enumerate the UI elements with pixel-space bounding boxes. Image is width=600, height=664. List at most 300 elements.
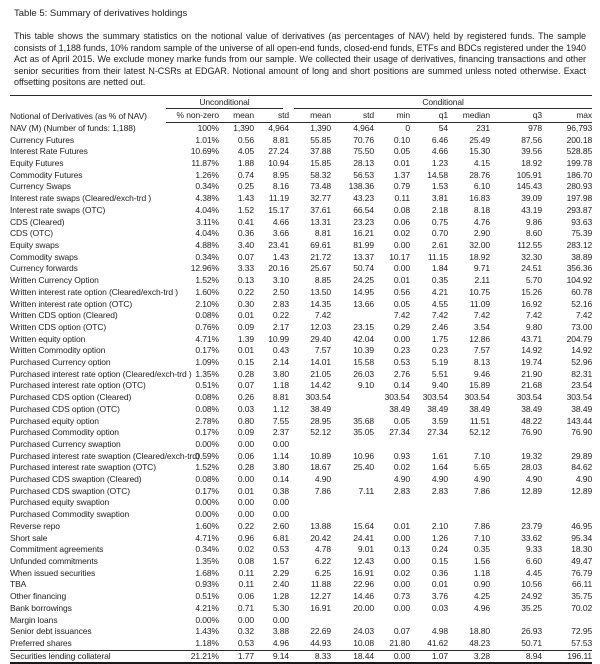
cell-value: 0.53	[393, 357, 411, 368]
cell-value: 14.95	[353, 286, 375, 297]
row-label: Purchased equity swaption	[10, 497, 110, 508]
table-row	[10, 310, 592, 322]
table-row	[10, 615, 592, 627]
cell-value: 4.90	[431, 474, 449, 485]
cell-value: 104.92	[566, 275, 593, 286]
table-row	[10, 486, 592, 498]
table-row	[10, 170, 592, 182]
row-label: Purchased Commodity option	[10, 427, 119, 438]
cell-value: 5.19	[431, 357, 449, 368]
cell-value: 7.10	[473, 450, 491, 461]
table-row	[10, 299, 592, 311]
cell-value: 100%	[197, 122, 219, 133]
table-row	[10, 275, 592, 287]
cell-value: 0.14	[393, 380, 411, 391]
cell-value: 0.00	[393, 532, 411, 543]
cell-value: 1,390	[310, 122, 332, 133]
cell-value: 50.71	[521, 637, 543, 648]
cell-value: 0.01	[237, 310, 254, 321]
cell-value: 20.42	[310, 532, 332, 543]
cell-value: 73.48	[310, 181, 332, 192]
cell-value: 10.75	[469, 286, 491, 297]
cell-value: 0.38	[272, 485, 290, 496]
cell-value: 0.76%	[195, 321, 219, 332]
cell-value: 143.44	[566, 415, 593, 426]
cell-value: 7.57	[473, 345, 491, 356]
cell-value	[331, 509, 374, 521]
cell-value: 199.78	[566, 158, 593, 169]
cell-value: 2.60	[272, 520, 290, 531]
cell-value: 1.14	[272, 450, 290, 461]
cell-value: 2.50	[272, 286, 290, 297]
table-row	[10, 357, 592, 369]
cell-value: 303.54	[305, 392, 332, 403]
cell-value: 15.17	[268, 204, 290, 215]
cell-value: 0.00	[237, 438, 254, 449]
cell-value: 60.78	[571, 286, 593, 297]
row-label: Commitment agreements	[10, 544, 104, 555]
table-row	[10, 287, 592, 299]
cell-value: 0.07	[237, 251, 254, 262]
cell-value: 0.59%	[195, 450, 219, 461]
cell-value: 0.00	[374, 650, 410, 663]
cell-value: 0.08%	[195, 474, 219, 485]
table-row	[10, 158, 592, 170]
cell-value: 13.88	[310, 520, 332, 531]
cell-value: 24.92	[521, 591, 543, 602]
cell-value: 0.93	[393, 450, 411, 461]
cell-value: 70.02	[571, 602, 593, 613]
table-row	[10, 439, 592, 451]
cell-value: 10.96	[353, 450, 375, 461]
cell-value: 57.53	[571, 637, 593, 648]
cell-value: 0.15	[237, 357, 254, 368]
row-label: Purchased interest rate option (Cleared/exch-trd )	[10, 368, 192, 379]
cell-value: 20.00	[353, 602, 375, 613]
cell-value: 0.02	[237, 544, 254, 555]
cell-value: 0.08	[237, 555, 254, 566]
cell-value: 15.64	[353, 520, 375, 531]
cell-value: 1.84	[431, 263, 449, 274]
cell-value: 13.37	[353, 251, 375, 262]
cell-value: 0.23	[431, 345, 449, 356]
cell-value: 44.93	[310, 637, 332, 648]
conditional-group-header: Conditional	[294, 96, 592, 110]
table-row	[10, 122, 592, 134]
table-row	[10, 556, 592, 568]
cell-value: 50.74	[353, 263, 375, 274]
cell-value: 0.11	[238, 567, 254, 578]
row-label: Other financing	[10, 591, 67, 602]
cell-value: 0.00%	[195, 438, 219, 449]
column-header-row	[10, 109, 592, 122]
cell-value: 0.34%	[195, 251, 219, 262]
cell-value: 10.69%	[190, 146, 219, 157]
table-row	[10, 521, 592, 533]
cell-value: 0.00	[393, 555, 411, 566]
cell-value: 38.49	[571, 403, 593, 414]
cell-value: 23.54	[571, 380, 593, 391]
cell-value: 18.92	[521, 158, 543, 169]
table-row	[10, 638, 592, 650]
row-label: Written Commodity option	[10, 345, 106, 356]
cell-value: 19.74	[521, 357, 543, 368]
cell-value	[448, 439, 490, 451]
row-label: TBA	[10, 579, 27, 590]
cell-value: 7.11	[358, 485, 375, 496]
row-label-column-header: Notional of Derivatives (as % of NAV)	[10, 110, 147, 121]
cell-value: 1.52%	[195, 275, 219, 286]
cell-value: 10.08	[353, 637, 375, 648]
cell-value: 14.92	[521, 345, 543, 356]
cell-value: 0.02	[393, 228, 411, 239]
table-row	[10, 451, 592, 463]
cell-value: 1.61	[431, 450, 449, 461]
cell-value: 8.18	[473, 204, 491, 215]
cell-value: 196.11	[542, 650, 592, 663]
paper-table-page	[0, 8, 600, 661]
cell-value: 9.33	[525, 544, 543, 555]
cell-value: 7.42	[314, 310, 332, 321]
cell-value: 280.93	[566, 181, 593, 192]
cell-value: 3.88	[272, 626, 290, 637]
cell-value: 0	[405, 122, 411, 133]
cell-value: 0.35	[431, 275, 449, 286]
cell-value	[490, 509, 542, 521]
cell-value: 35.68	[353, 415, 375, 426]
column-header: min	[374, 109, 410, 122]
cell-value: 0.00	[272, 438, 290, 449]
cell-value: 0.02	[393, 567, 411, 578]
cell-value: 32.77	[310, 193, 332, 204]
cell-value: 9.80	[525, 321, 543, 332]
cell-value	[374, 509, 410, 521]
cell-value: 6.46	[431, 134, 449, 145]
table-row	[10, 497, 592, 509]
cell-value: 204.79	[566, 333, 593, 344]
cell-value: 0.71	[237, 602, 254, 613]
cell-value: 0.28	[237, 368, 254, 379]
cell-value: 1.09%	[195, 357, 219, 368]
cell-value: 38.89	[571, 251, 593, 262]
cell-value	[289, 497, 331, 509]
cell-value: 0.41	[237, 216, 254, 227]
row-label: Margin loans	[10, 614, 58, 625]
cell-value	[448, 497, 490, 509]
column-header: q3	[490, 109, 542, 122]
cell-value: 4.90	[575, 474, 593, 485]
cell-value: 75.50	[353, 146, 375, 157]
cell-value: 0.01	[237, 345, 254, 356]
cell-value: 0.56	[237, 134, 254, 145]
cell-value: 81.99	[353, 240, 375, 250]
cell-value: 14.92	[571, 345, 593, 356]
column-header: % non-zero	[166, 109, 219, 122]
cell-value: 12.43	[353, 555, 375, 566]
cell-value: 4.71%	[195, 333, 219, 344]
cell-value: 14.01	[310, 357, 332, 368]
cell-value: 0.26	[237, 392, 254, 403]
cell-value: 10.17	[389, 251, 411, 262]
cell-value: 82.31	[571, 368, 593, 379]
cell-value: 0.93%	[195, 579, 219, 590]
row-label: NAV (M) (Number of funds: 1,188)	[10, 122, 136, 133]
cell-value	[374, 497, 410, 509]
cell-value: 0.17%	[195, 485, 219, 496]
row-label: Purchased interest rate swaption (OTC)	[10, 462, 156, 473]
cell-value: 3.76	[431, 591, 449, 602]
cell-value: 0.00	[393, 240, 411, 250]
cell-value: 12.86	[469, 333, 491, 344]
cell-value: 58.32	[310, 169, 332, 180]
cell-value: 37.61	[310, 204, 332, 215]
cell-value: 52.16	[571, 298, 593, 309]
cell-value: 1.35%	[195, 555, 219, 566]
cell-value: 5.51	[431, 368, 449, 379]
cell-value: 0.29	[393, 321, 411, 332]
cell-value: 112.55	[517, 240, 543, 250]
cell-value: 14.58	[427, 169, 449, 180]
cell-value: 4.15	[473, 158, 491, 169]
cell-value: 8.95	[272, 169, 290, 180]
cell-value: 0.13	[237, 275, 254, 286]
row-label: Written CDS option (OTC)	[10, 321, 107, 332]
cell-value: 10.56	[521, 579, 543, 590]
cell-value: 38.49	[310, 403, 332, 414]
cell-value: 21.72	[310, 251, 332, 262]
cell-value: 26.03	[353, 368, 375, 379]
row-label: Securities lending collateral	[10, 650, 166, 663]
cell-value: 7.42	[431, 310, 449, 321]
cell-value: 0.17%	[195, 345, 219, 356]
cell-value: 8.85	[314, 275, 332, 286]
cell-value: 0.11	[238, 579, 254, 590]
table-row	[10, 181, 592, 193]
table-row	[10, 146, 592, 158]
cell-value: 52.12	[469, 427, 491, 438]
cell-value: 1.56	[473, 555, 491, 566]
cell-value: 0.00	[393, 602, 411, 613]
cell-value: 0.08%	[195, 310, 219, 321]
cell-value: 1.43%	[195, 626, 219, 637]
cell-value: 9.01	[357, 544, 375, 555]
cell-value: 0.09	[237, 321, 254, 332]
cell-value: 0.36	[431, 567, 449, 578]
cell-value: 4.76	[473, 216, 491, 227]
table-title: Table 5: Summary of derivatives holdings	[14, 8, 188, 19]
cell-value: 3.66	[272, 228, 290, 239]
cell-value: 14.46	[353, 591, 375, 602]
cell-value: 37.88	[310, 146, 332, 157]
table-description: This table shows the summary statistics on the notional value of derivatives (as percentages of NAV) held by registered funds. The sample consists of 1,188 funds, 10% random sample of the universe of all open-end funds, closed-end funds, ETFs and BDCs registered under the 1940 Act as of April 2015. We exclude money marke funds from our sample. We collected their usage of derivatives, financing transactions and other senior securities from their latest N-CSRs at EDGAR. Notional amount of long and short positions are summed unless noted otherwise. Exact offsetting positons are netted out.	[14, 31, 586, 88]
cell-value: 0.06	[393, 216, 411, 227]
cell-value: 3.81	[431, 193, 449, 204]
cell-value: 10.99	[268, 333, 290, 344]
cell-value: 7.42	[575, 310, 593, 321]
cell-value: 56.53	[353, 169, 375, 180]
cell-value: 1.01%	[195, 134, 219, 145]
cell-value: 0.32	[237, 626, 254, 637]
cell-value: 1.60%	[195, 520, 219, 531]
cell-value: 19.32	[521, 450, 543, 461]
cell-value: 3.10	[272, 275, 290, 286]
cell-value: 0.00	[237, 614, 254, 625]
cell-value: 283.12	[566, 240, 593, 250]
row-label: Purchased equity option	[10, 415, 99, 426]
cell-value: 0.01	[237, 485, 254, 496]
cell-value: 0.00%	[195, 497, 219, 508]
cell-value: 12.89	[521, 485, 543, 496]
row-label: When issued securities	[10, 567, 96, 578]
cell-value: 28.13	[353, 158, 375, 169]
cell-value: 8.81	[272, 392, 290, 403]
table-row	[10, 369, 592, 381]
cell-value: 8.81	[314, 228, 332, 239]
cell-value: 35.25	[521, 602, 543, 613]
cell-value: 66.11	[571, 579, 593, 590]
table-row	[10, 474, 592, 486]
cell-value: 52.96	[571, 357, 593, 368]
cell-value: 73.00	[571, 321, 593, 332]
cell-value: 8.33	[289, 650, 331, 663]
cell-value: 0.00	[237, 509, 254, 520]
cell-value: 356.36	[566, 263, 593, 274]
column-header: max	[542, 109, 592, 122]
row-label: Purchased Currency swaption	[10, 438, 121, 449]
cell-value: 2.46	[431, 321, 449, 332]
cell-value: 25.40	[353, 462, 375, 473]
cell-value: 0.51%	[195, 380, 219, 391]
cell-value: 4.66	[431, 146, 449, 157]
cell-value: 0.07	[393, 626, 411, 637]
cell-value: 1.35%	[195, 368, 219, 379]
cell-value: 15.85	[310, 158, 332, 169]
cell-value: 0.15	[431, 555, 449, 566]
cell-value: 18.44	[331, 650, 374, 663]
cell-value: 0.01	[431, 579, 449, 590]
cell-value: 75.39	[571, 228, 593, 239]
cell-value: 0.00%	[195, 614, 219, 625]
cell-value: 15.30	[469, 146, 491, 157]
table-row	[10, 228, 592, 240]
cell-value: 303.54	[566, 392, 593, 403]
cell-value: 11.09	[469, 298, 491, 309]
cell-value: 145.43	[516, 181, 543, 192]
cell-value	[542, 615, 592, 627]
cell-value: 1.28	[272, 591, 290, 602]
column-header: q1	[410, 109, 448, 122]
cell-value: 18.92	[469, 251, 491, 262]
cell-value: 4.88%	[195, 240, 219, 250]
table-body	[10, 122, 592, 663]
table-row	[10, 404, 592, 416]
cell-value: 0.73	[393, 591, 411, 602]
cell-value	[331, 474, 374, 486]
cell-value: 5.30	[272, 602, 290, 613]
cell-value: 15.26	[521, 286, 543, 297]
cell-value: 12.89	[571, 485, 593, 496]
cell-value: 66.54	[353, 204, 375, 215]
cell-value: 2.61	[431, 240, 449, 250]
derivatives-summary-table	[10, 95, 592, 664]
cell-value: 14.35	[310, 298, 332, 309]
cell-value: 0.51%	[195, 591, 219, 602]
cell-value: 54	[438, 122, 449, 133]
cell-value: 0.08%	[195, 392, 219, 403]
table-row	[10, 345, 592, 357]
cell-value: 1.52	[237, 204, 254, 215]
cell-value: 3.40	[237, 240, 254, 250]
cell-value: 14.42	[310, 380, 332, 391]
cell-value: 197.98	[566, 193, 593, 204]
cell-value: 1.18	[473, 567, 491, 578]
cell-value: 0.22	[237, 520, 254, 531]
cell-value: 0.24	[431, 544, 449, 555]
cell-value: 4.04%	[195, 204, 219, 215]
column-header: mean	[219, 109, 254, 122]
cell-value: 7.42	[525, 310, 543, 321]
cell-value	[289, 509, 331, 521]
cell-value: 303.54	[384, 392, 411, 403]
cell-value: 48.23	[469, 637, 491, 648]
cell-value: 0.02	[393, 462, 411, 473]
cell-value: 7.57	[314, 345, 332, 356]
cell-value: 23.79	[521, 520, 543, 531]
row-label: Commodity Futures	[10, 169, 83, 180]
cell-value	[331, 392, 374, 404]
cell-value: 16.83	[469, 193, 491, 204]
cell-value: 0.30	[237, 298, 254, 309]
cell-value: 41.62	[427, 637, 449, 648]
table-row	[10, 217, 592, 229]
cell-value: 42.04	[353, 333, 375, 344]
cell-value: 978	[528, 122, 543, 133]
row-label: Currency forwards	[10, 263, 78, 274]
cell-value: 18.80	[469, 626, 491, 637]
cell-value: 1,390	[233, 122, 254, 133]
row-label: Purchased Currency option	[10, 357, 111, 368]
cell-value	[331, 497, 374, 509]
cell-value: 7.86	[473, 520, 491, 531]
cell-value: 0.96	[237, 532, 254, 543]
row-label: Written interest rate option (OTC)	[10, 298, 133, 309]
cell-value: 49.47	[571, 555, 593, 566]
row-label: Unfunded commitments	[10, 555, 98, 566]
cell-value: 3.80	[272, 462, 290, 473]
row-label: Written interest rate option (Cleared/exch-trd )	[10, 286, 178, 297]
cell-value: 0.03	[237, 403, 254, 414]
row-label: Written CDS option (Cleared)	[10, 310, 118, 321]
cell-value: 1.43	[237, 193, 254, 204]
row-label: Interest rate swaps (Cleared/exch-trd )	[10, 193, 152, 204]
cell-value: 0.53	[237, 637, 254, 648]
cell-value: 7.42	[473, 310, 491, 321]
cell-value	[331, 310, 374, 322]
cell-value: 0.11	[394, 193, 411, 204]
cell-value	[374, 615, 410, 627]
cell-value	[374, 439, 410, 451]
cell-value: 0.17%	[195, 427, 219, 438]
cell-value: 4.90	[393, 474, 411, 485]
cell-value: 8.60	[525, 228, 543, 239]
column-header: mean	[289, 109, 331, 122]
cell-value	[448, 509, 490, 521]
row-label: CDS (OTC)	[10, 228, 54, 239]
cell-value: 1.07	[410, 650, 448, 663]
cell-value: 0.75	[431, 216, 449, 227]
cell-value: 0.05	[393, 146, 411, 157]
cell-value: 0.07	[237, 380, 254, 391]
